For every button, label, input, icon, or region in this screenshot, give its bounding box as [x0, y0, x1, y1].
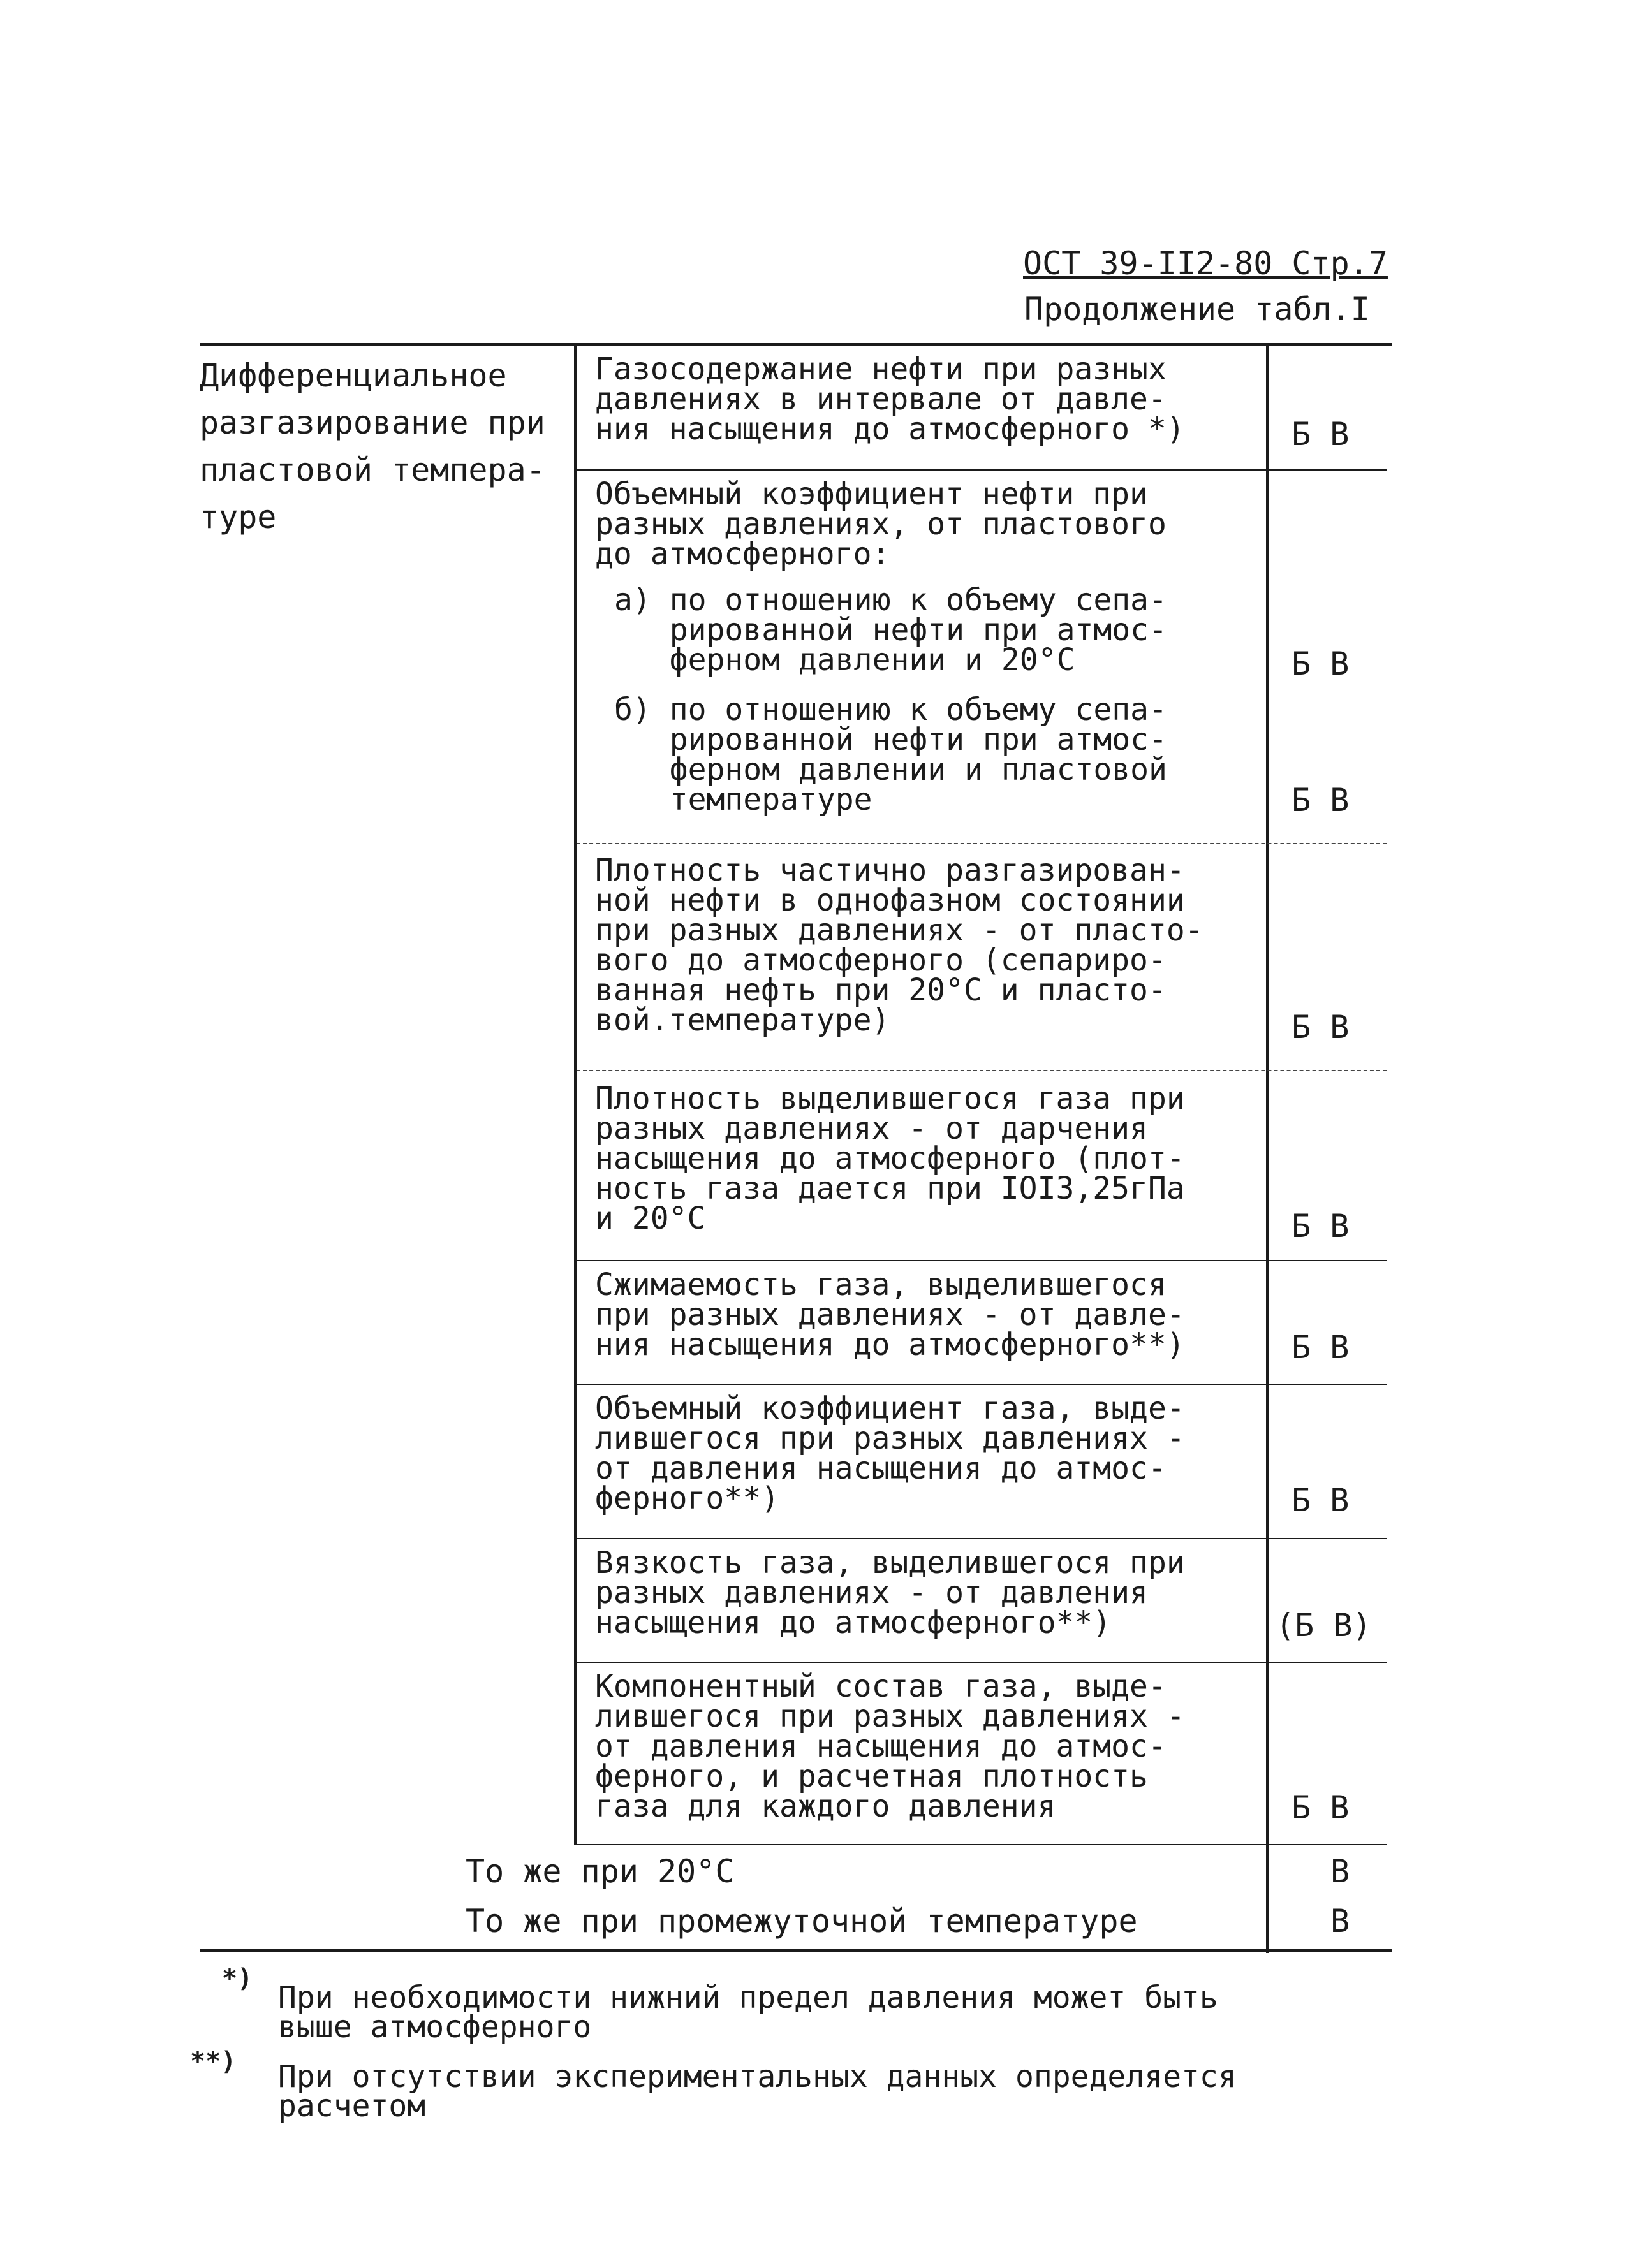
table-top-rule	[200, 343, 1392, 346]
table-row-text: а) по отношению к объему сепа- рированной нефти при атмос- ферном давлении и 20°С	[614, 582, 1167, 678]
table-row-mark: Б В	[1292, 1329, 1350, 1366]
document-reference: ОСТ 39-II2-80 Стр.7	[1023, 245, 1388, 282]
left-column-label: Дифференциальное разгазирование при пластовой темпера- туре	[200, 357, 545, 536]
table-row-mark: Б В	[1292, 1009, 1350, 1046]
table-row-text: Объемный коэффициент нефти при разных давлениях, от пластового до атмосферного:	[595, 476, 1167, 572]
footnote-marker: **)	[190, 2047, 237, 2076]
footnote-text: При отсутствии экспериментальных данных определяется расчетом	[278, 2059, 1237, 2124]
row-separator	[577, 1070, 1387, 1071]
row-separator	[577, 469, 1387, 471]
table-row-mark: (Б В)	[1276, 1607, 1372, 1644]
table-row-mark: Б В	[1292, 782, 1350, 819]
table-row-mark: Б В	[1292, 416, 1350, 453]
right-column-divider	[1266, 343, 1269, 1953]
footnote-marker: *)	[222, 1964, 253, 1993]
table-row-mark: Б В	[1292, 645, 1350, 682]
table-row-text: б) по отношению к объему сепа- рированной нефти при атмос- ферном давлении и пластовой температуре	[614, 692, 1167, 817]
table-row-mark: Б В	[1292, 1789, 1350, 1826]
table-row-text: Плотность частично разгазирован- ной нефти в однофазном состоянии при разных давлениях - от пласто- вого до атмосферного (сепариро- ванная нефть при 20°С и пласто- вой.температуре)	[595, 852, 1203, 1038]
table-row-text: Газосодержание нефти при разных давлениях в интервале от давле- ния насыщения до атмосферного *)	[595, 351, 1185, 447]
row-separator	[577, 843, 1387, 844]
row-separator	[577, 1844, 1387, 1845]
row-separator	[577, 1384, 1387, 1385]
bottom-row-text: То же при 20°С	[466, 1853, 735, 1890]
table-row-text: Сжимаемость газа, выделившегося при разных давлениях - от давле- ния насыщения до атмосферного**)	[595, 1267, 1185, 1363]
table-row-mark: Б В	[1292, 1208, 1350, 1245]
table-continuation-label: Продолжение табл.I	[1024, 291, 1370, 328]
table-row-text: Компонентный состав газа, выде- лившегося при разных давлениях - от давления насыщения до атмос- ферного, и расчетная плотность газа для каждого давления	[595, 1669, 1185, 1824]
row-separator	[577, 1538, 1387, 1539]
table-row-text: Вязкость газа, выделившегося при разных давлениях - от давления насыщения до атмосферного**)	[595, 1545, 1185, 1641]
table-row-text: Плотность выделившегося газа при разных давлениях - от дарчения насыщения до атмосферного (плот- ность газа дается при IOI3,25гПа и 20°С	[595, 1081, 1185, 1236]
table-row-mark: Б В	[1292, 1482, 1350, 1519]
row-separator	[577, 1662, 1387, 1663]
footnote-text: При необходимости нижний предел давления может быть выше атмосферного	[278, 1980, 1218, 2045]
bottom-row-mark: В	[1330, 1903, 1350, 1940]
bottom-row-mark: В	[1330, 1853, 1350, 1890]
table-bottom-rule	[200, 1949, 1392, 1952]
table-row-text: Объемный коэффициент газа, выде- лившегося при разных давлениях - от давления насыщения до атмос- ферного**)	[595, 1391, 1185, 1516]
row-separator	[577, 1260, 1387, 1261]
bottom-row-text: То же при промежуточной температуре	[466, 1903, 1138, 1940]
middle-column-divider	[574, 343, 577, 1845]
